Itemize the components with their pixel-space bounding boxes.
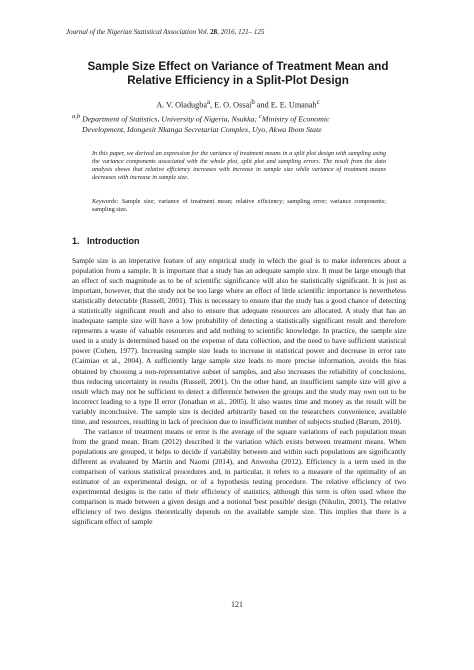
author-list <box>60 98 416 111</box>
section-number: 1. <box>72 236 80 246</box>
section-title: Introduction <box>87 236 140 246</box>
author-3: and E. E. Umanah <box>254 100 317 110</box>
paragraph-1: Sample size is an imperative feature of any empirical study in which the goal is to make inferences about a population from a sample. It is important that a study has an adequate sample size. It must be large enough that an effect of such magnitude as to be of scientific significance will also be statistically significant. It is just as important, however, that the study not be too large where an effect of little scientific importance is nevertheless statistically detectable (Russell, 2001). This is necessary to ensure that the study has a good chance of detecting a statistically significant result and also to ensure that adequate resources are allocated. A study that has an inadequate sample size will have a low probability of detecting a statistically significant result and therefore represents a waste of valuable resources and add nothing to scientific knowledge. In practice, the sample size used in a study is determined based on the expense of data collection, and the need to have sufficient statistical power (Cohen, 1977). Increasing sample size leads to increase in statistical power and decrease in error rate (Caimiao et al., 2004). A sufficiently large sample size leads to more precise information, avoids the bias obtained by choosing a non-representative subset of samples, and also increases the reliability of conclusions, thus reducing uncertainty in results (Russell, 2001). On the other hand, an insufficient sample size will give a result which may not be sufficient to detect a difference between the groups and the study may own out to be incorrect leading to a type II error (Jonathan et al., 2005). It also wastes time and money as the result will be variably inconclusive. The sample size is decided arbitrarily based on the researchers convenience, available time, and resources, resulting in lack of precision due to insufficient number of subjects studied (Barum, 2010). <box>72 256 406 426</box>
affil-line-1: Department of Statistics, University of Nigeria, Nsukka; <box>80 114 260 124</box>
affil-line-1b: Ministry of Economic <box>261 114 330 124</box>
affiliations <box>72 112 406 135</box>
journal-name: Journal of the Nigerian Statistical Association <box>66 28 196 36</box>
author-1-affil-mark: a <box>206 99 210 106</box>
author-1: A. V. Oladugba <box>156 100 207 110</box>
section-heading-introduction <box>72 236 140 246</box>
affil-line-2: Development, Idongesit Nkanga Secretariat Complex, Uyo, Akwa Ibom State <box>82 124 322 134</box>
title-line-2: Relative Efficiency in a Split-Plot Design <box>127 74 349 87</box>
paper-title <box>60 60 416 88</box>
paragraph-2: The variance of treatment means or error is the average of the square variations of each population mean from the grand mean. Bram (2012) described it the variation which exists between treatment means. When populations are grouped, it helps to decide if variability between and within each populations are significantly different as evaluated by Martin and Naomi (2014), and Anwesha (2012). Efficiency is a term used in the comparison of various statistical procedures and, in particular, it refers to a measure of the optimality of an estimator of an experimental design, or of a hypothesis testing procedure. The relative efficiency of two experimental designs is the ratio of their efficiency of statistics, although this term is often used where the comparison is made between a given design and a notional 'best possible' design (Nikulin, 2001). The relative efficiency of two designs theoretically depends on the available sample size. This implies that there is a significant effect of sample <box>72 426 406 527</box>
abstract: In this paper, we derived an expression for the variance of treatment means in a split plot design with sampling using the variance components associated with the whole plot, split plot and sampling errors. The result from the data analysis shows that relative efficiency increases with increase in sample size while variance of treatment means decreases with increase in sample size. <box>92 150 386 181</box>
affil-mark-c: c <box>259 113 262 120</box>
keywords-text: Sample size; variance of treatment mean; relative efficiency; sampling error; variance components; sampling size. <box>92 198 386 213</box>
running-head <box>66 28 426 36</box>
introduction-body <box>72 256 406 527</box>
page-number: 121 <box>231 600 243 609</box>
vol-label: Vol. <box>197 28 209 36</box>
volume-number: 28 <box>210 28 218 36</box>
keywords <box>92 198 386 214</box>
affil-mark-ab: a,b <box>72 113 81 120</box>
title-line-1: Sample Size Effect on Variance of Treatment Mean and <box>87 60 389 73</box>
author-2-affil-mark: b <box>251 99 255 106</box>
keywords-label: Keywords: <box>92 198 119 205</box>
author-2: , E. O. Ossai <box>209 100 252 110</box>
year-pages: , 2016, 121– 125 <box>217 28 265 36</box>
author-3-affil-mark: c <box>316 99 320 106</box>
